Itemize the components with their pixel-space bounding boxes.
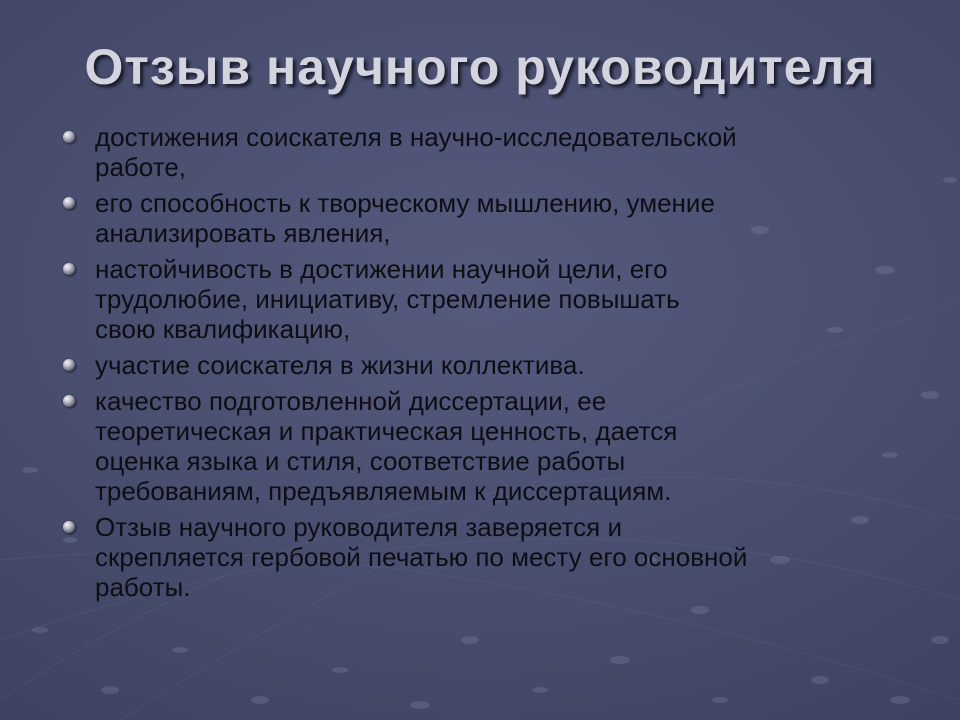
bullet-text-line: трудолюбие, инициативу, стремление повышать	[95, 284, 680, 314]
sphere-bullet-icon	[63, 131, 75, 143]
bullet-item	[60, 350, 920, 380]
bullet-text-line: требованиям, предъявляемым к диссертациям.	[95, 476, 672, 506]
slide-title: Отзыв научного руководителя	[84, 39, 876, 95]
bullet-list	[60, 122, 920, 608]
bullet-text-line: теоретическая и практическая ценность, дается	[95, 416, 678, 446]
bullet-text-line: свою квалификацию,	[95, 314, 351, 344]
bullet-text-line: оценка языка и стиля, соответствие работы	[95, 446, 626, 476]
bullet-text-line: его способность к творческому мышлению, умение	[95, 188, 715, 218]
bullet-text-line: анализировать явления,	[95, 218, 391, 248]
bullet-item	[60, 512, 920, 602]
sphere-bullet-icon	[63, 359, 75, 371]
bullet-text-line: участие соискателя в жизни коллектива.	[95, 350, 585, 380]
bullet-text-line: Отзыв научного руководителя заверяется и	[95, 512, 622, 542]
bullet-item	[60, 386, 920, 506]
sphere-bullet-icon	[63, 263, 75, 275]
sphere-bullet-icon	[63, 395, 75, 407]
sphere-bullet-icon	[63, 521, 75, 533]
bullet-text-line: работе,	[95, 152, 186, 182]
bullet-item	[60, 188, 920, 248]
bullet-item	[60, 122, 920, 182]
bullet-text-line: настойчивость в достижении научной цели, его	[95, 254, 668, 284]
bullet-text-line: работы.	[95, 572, 191, 602]
bullet-item	[60, 254, 920, 344]
bullet-text-line: качество подготовленной диссертации, ее	[95, 386, 607, 416]
bullet-text-line: скрепляется гербовой печатью по месту его основной	[95, 542, 748, 572]
bullet-text-line: достижения соискателя в научно-исследовательской	[95, 122, 737, 152]
sphere-bullet-icon	[63, 197, 75, 209]
